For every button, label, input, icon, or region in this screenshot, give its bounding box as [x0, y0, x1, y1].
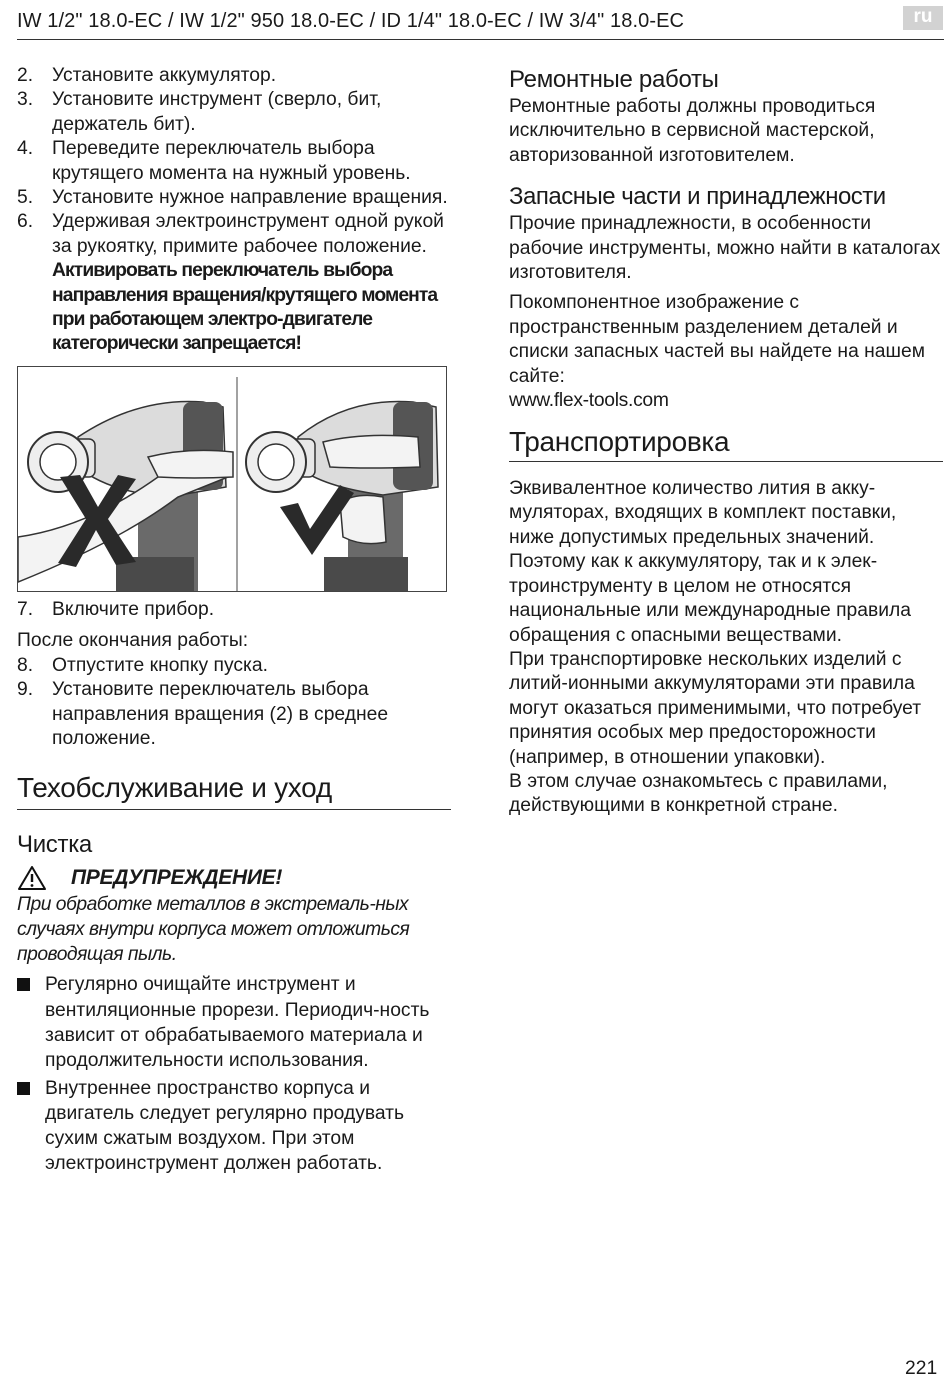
- warning-text: При обработке металлов в экстремаль-ных случаях внутри корпуса может отложиться проводящая пыль.: [17, 894, 410, 966]
- bullet-square-icon: [17, 978, 30, 991]
- step-number: 4.: [17, 138, 34, 160]
- parts-text-2: Покомпонентное изображение с пространственным разделением деталей и списки запасных частей вы найдете на нашем сайте:: [509, 292, 925, 387]
- right-column: [509, 64, 945, 819]
- maintenance-heading: Техобслуживание и уход: [17, 772, 332, 804]
- step-text: Отпустите кнопку пуска.: [52, 654, 268, 676]
- step-text: Включите прибор.: [52, 598, 215, 620]
- warning-header: [17, 864, 455, 892]
- cleaning-bullets: [17, 972, 455, 1176]
- list-item: [17, 186, 455, 210]
- steps-list-7: [17, 598, 455, 622]
- cleaning-heading: Чистка: [17, 831, 92, 859]
- steps-list-b: [17, 654, 455, 752]
- list-item: [17, 137, 455, 186]
- repair-text: Ремонтные работы должны проводиться исключительно в сервисной мастерской, авторизованной изготовителем.: [509, 96, 876, 166]
- website-link[interactable]: www.flex-tools.com: [509, 390, 669, 412]
- list-item: [17, 210, 455, 356]
- wrong-grip-panel: [18, 401, 233, 591]
- list-item: [17, 64, 455, 88]
- step-number: 7.: [17, 598, 34, 620]
- warning-triangle-icon: [17, 865, 47, 891]
- step-warning-bold: Активировать переключатель выбора направления вращения/крутящего момента при работающем электро-двигателе категорически запрещается!: [52, 260, 438, 355]
- list-item: [17, 654, 455, 678]
- document-header-title: IW 1/2" 18.0-EC / IW 1/2" 950 18.0-EC / ID 1/4" 18.0-EC / IW 3/4" 18.0-EC: [17, 10, 685, 32]
- transport-text-1: Эквивалентное количество лития в акку-муляторах, входящих в комплект поставки, ниже допустимых предельных значений. Поэтому как к аккумулятору, так и к элек-троинструменту в целом не относятся национальные или международные правила обращения с опасными веществами.: [509, 478, 911, 646]
- impact-wrench-grip-figure: [18, 367, 446, 591]
- list-item: [17, 1076, 455, 1177]
- bullet-text: Внутреннее пространство корпуса и двигатель следует регулярно продувать сухим сжатым воздухом. При этом электроинструмент должен работать.: [45, 1077, 405, 1175]
- step-text: Установите нужное направление вращения.: [52, 187, 448, 209]
- parts-text-1: Прочие принадлежности, в особенности рабочие инструменты, можно найти в каталогах изготовителя.: [509, 213, 941, 284]
- step-number: 9.: [17, 679, 34, 701]
- transport-text-2: При транспортировке нескольких изделий с литий-ионными аккумуляторами эти правила могут оказаться применимыми, что потребует принятия особых мер предосторожности (например, в отношении упаковки).: [509, 648, 922, 768]
- step-text: Установите аккумулятор.: [52, 65, 277, 86]
- step-text: Переведите переключатель выбора крутящего момента на нужный уровень.: [52, 138, 411, 184]
- transport-divider: [509, 461, 943, 462]
- after-work-label: После окончания работы:: [17, 630, 249, 652]
- list-item: [17, 598, 455, 622]
- list-item: [17, 678, 455, 751]
- maintenance-divider: [17, 809, 451, 810]
- language-badge: ru: [903, 6, 943, 30]
- step-number: 2.: [17, 65, 34, 86]
- list-item: [17, 88, 455, 137]
- bullet-square-icon: [17, 1082, 30, 1095]
- transport-heading: Транспортировка: [509, 426, 730, 458]
- usage-illustration: [17, 366, 447, 592]
- list-item: [17, 972, 455, 1073]
- step-number: 8.: [17, 654, 34, 676]
- page-number: 221: [905, 1358, 938, 1379]
- step-text: Установите инструмент (сверло, бит, держатель бит).: [52, 89, 382, 135]
- step-number: 5.: [17, 187, 34, 209]
- transport-text-3: В этом случае ознакомьтесь с правилами, действующими в конкретной стране.: [509, 770, 888, 817]
- step-number: 6.: [17, 211, 34, 233]
- repair-heading: Ремонтные работы: [509, 66, 719, 93]
- step-text: Установите переключатель выбора направления вращения (2) в среднее положение.: [52, 679, 389, 749]
- warning-label: ПРЕДУПРЕЖДЕНИЕ!: [71, 866, 283, 890]
- correct-grip-panel: [246, 401, 438, 591]
- step-number: 3.: [17, 89, 34, 111]
- steps-list-a: [17, 64, 455, 357]
- header-divider: [17, 39, 944, 40]
- step-text: Удерживая электроинструмент одной рукой за рукоятку, примите рабочее положение.: [52, 211, 444, 257]
- bullet-text: Регулярно очищайте инструмент и вентиляционные прорези. Периодич-ность зависит от обрабатываемого материала и продолжительности использования.: [45, 974, 430, 1072]
- left-column: [17, 64, 455, 1177]
- parts-heading: Запасные части и принадлежности: [509, 183, 886, 211]
